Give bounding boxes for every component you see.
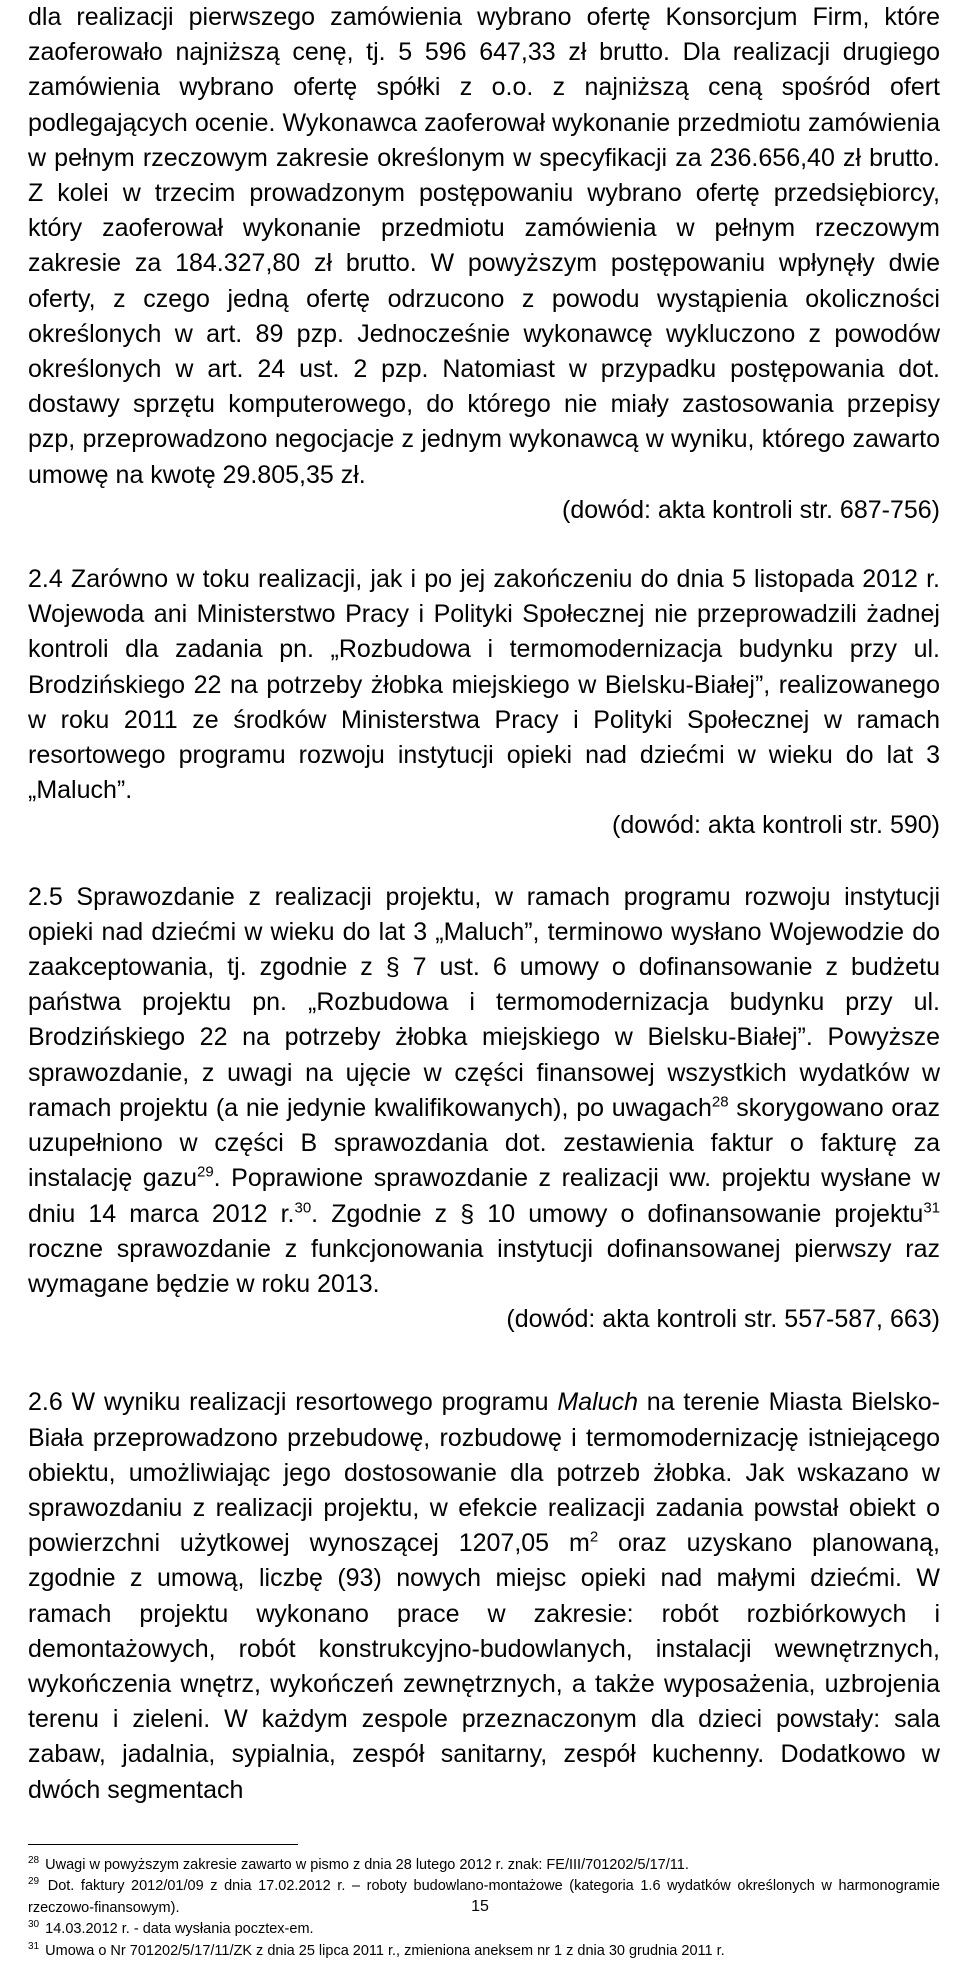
evidence-reference: (dowód: akta kontroli str. 687-756) <box>562 495 940 524</box>
text-segment: skorygowano oraz uzupełniono w części B sprawozdania dot. zestawienia faktur o fakturę za instalację gazu <box>28 1093 941 1193</box>
footnote-text: Uwagi w powyższym zakresie zawarto w pismo z dnia 28 lutego 2012 r. znak: FE/III/701202/5/17/11. <box>45 1856 689 1873</box>
text-segment: 2.6 W wyniku realizacji resortowego programu <box>28 1388 558 1417</box>
evidence-reference: (dowód: akta kontroli str. 590) <box>612 811 940 840</box>
footnote-ref: 30 <box>294 1199 312 1217</box>
text-segment: oraz uzyskano planowaną, zgodnie z umową, liczbę (93) nowych miejsc opieki nad małymi dziećmi. W ramach projektu wykonano prace w zakresie: robót rozbiórkowych i demontażowych, robót konstrukcyjno-budowlanych, instalacji wewnętrznych, wykończenia wnętrz, wykończeń zewnętrznych, a także wyposażenia, uzbrojenia terenu i zieleni. W każdym zespole przeznaczonym dla dzieci powstały: sala zabaw, jadalnia, sypialnia, zespół sanitarny, zespół kuchenny. Dodatkowo w dwóch segmentach <box>28 1529 940 1804</box>
footnote-text: 14.03.2012 r. - data wysłania pocztex-em. <box>45 1921 314 1938</box>
page-number: 15 <box>471 1898 489 1915</box>
evidence-reference: (dowód: akta kontroli str. 557-587, 663) <box>506 1305 940 1334</box>
text-segment: . Poprawione sprawozdanie z realizacji ww. projektu wysłane w dniu 14 marca 2012 r. <box>28 1164 940 1228</box>
footnote-number: 30 <box>28 1919 40 1931</box>
text-segment: 2.5 Sprawozdanie z realizacji projektu, w ramach programu rozwoju instytucji opieki nad dziećmi w wieku do lat 3 „Maluch”, terminowo wysłano Wojewodzie do zaakceptowania, tj. zgodnie z § 7 ust. 6 umowy o dofinansowanie z budżetu państwa projektu pn. „Rozbudowa i termomodernizacja budynku przy ul. Brodzińskiego 22 na potrzeby żłobka miejskiego w Bielsku-Białej”. Powyższe sprawozdanie, z uwagi na ujęcie w części finansowej wszystkich wydatków w ramach projektu (a nie jedynie kwalifikowanych), po uwagach <box>28 882 940 1122</box>
paragraph-2-5-report <box>28 880 940 1302</box>
footnote-ref: 31 <box>923 1199 941 1217</box>
footnote <box>28 1919 940 1941</box>
footnote-ref: 29 <box>196 1163 214 1181</box>
footnote-ref: 28 <box>711 1093 729 1111</box>
text-segment: . Zgodnie z § 10 umowy o dofinansowanie projektu <box>311 1199 924 1228</box>
footnote-number: 29 <box>28 1876 40 1888</box>
paragraph-tender-results: dla realizacji pierwszego zamówienia wybrano ofertę Konsorcjum Firm, które zaoferowało najniższą cenę, tj. 5 596 647,33 zł brutto. Dla realizacji drugiego zamówienia wybrano ofertę spółki z o.o. z najniższą ceną spośród ofert podlegających ocenie. Wykonawca zaoferował wykonanie przedmiotu zamówienia w pełnym rzeczowym zakresie określonym w specyfikacji za 236.656,40 zł brutto. Z kolei w trzecim prowadzonym postępowaniu wybrano ofertę przedsiębiorcy, który zaoferował wykonanie przedmiotu zamówienia w pełnym rzeczowym zakresie za 184.327,80 zł brutto. W powyższym postępowaniu wpłynęły dwie oferty, z czego jedną ofertę odrzucono z powodu wystąpienia okoliczności określonych w art. 89 pzp. Jednocześnie wykonawcę wykluczono z powodów określonych w art. 24 ust. 2 pzp. Natomiast w przypadku postępowania dot. dostawy sprzętu komputerowego, do którego nie miały zastosowania przepisy pzp, przeprowadzono negocjacje z jednym wykonawcą w wyniku, którego zawarto umowę na kwotę 29.805,35 zł. <box>28 3 940 489</box>
text-segment: na terenie Miasta Bielsko-Biała przeprowadzono przebudowę, rozbudowę i termomodernizację istniejącego obiektu, umożliwiając jego dostosowanie dla potrzeb żłobka. Jak wskazano w sprawozdaniu z realizacji projektu, w efekcie realizacji zadania powstał obiekt o powierzchni użytkowej wynoszącej 1207,05 m <box>28 1388 940 1558</box>
paragraph-2-6-results <box>28 1385 940 1807</box>
body-text <box>28 0 940 1808</box>
footnote-number: 28 <box>28 1854 40 1866</box>
footnote-text: Dot. faktury 2012/01/09 z dnia 17.02.2012 r. – roboty budowlano-montażowe (kategoria 1.6 wydatków określonych w harmonogramie rzeczowo-finansowym). <box>28 1878 940 1916</box>
unit-exponent: 2 <box>589 1528 599 1546</box>
footnote <box>28 1941 940 1962</box>
program-name: Maluch <box>557 1388 638 1417</box>
text-segment: roczne sprawozdanie z funkcjonowania instytucji dofinansowanej pierwszy raz wymagane będzie w roku 2013. <box>28 1234 940 1298</box>
document-page <box>28 0 940 1962</box>
paragraph-2-4-inspections: 2.4 Zarówno w toku realizacji, jak i po jej zakończeniu do dnia 5 listopada 2012 r. Wojewoda ani Ministerstwo Pracy i Polityki Społecznej nie przeprowadzili żadnej kontroli dla zadania pn. „Rozbudowa i termomodernizacja budynku przy ul. Brodzińskiego 22 na potrzeby żłobka miejskiego w Bielsku-Białej”, realizowanego w roku 2011 ze środków Ministerstwa Pracy i Polityki Społecznej w ramach resortowego programu rozwoju instytucji opieki nad dziećmi w wieku do lat 3 „Maluch”. <box>28 565 940 805</box>
footnote-text: Umowa o Nr 701202/5/17/11/ZK z dnia 25 lipca 2011 r., zmieniona aneksem nr 1 z dnia 30 grudnia 2011 r. <box>45 1942 725 1959</box>
footnote <box>28 1855 940 1877</box>
footnote-number: 31 <box>28 1940 40 1952</box>
footnote-separator <box>28 1844 298 1845</box>
